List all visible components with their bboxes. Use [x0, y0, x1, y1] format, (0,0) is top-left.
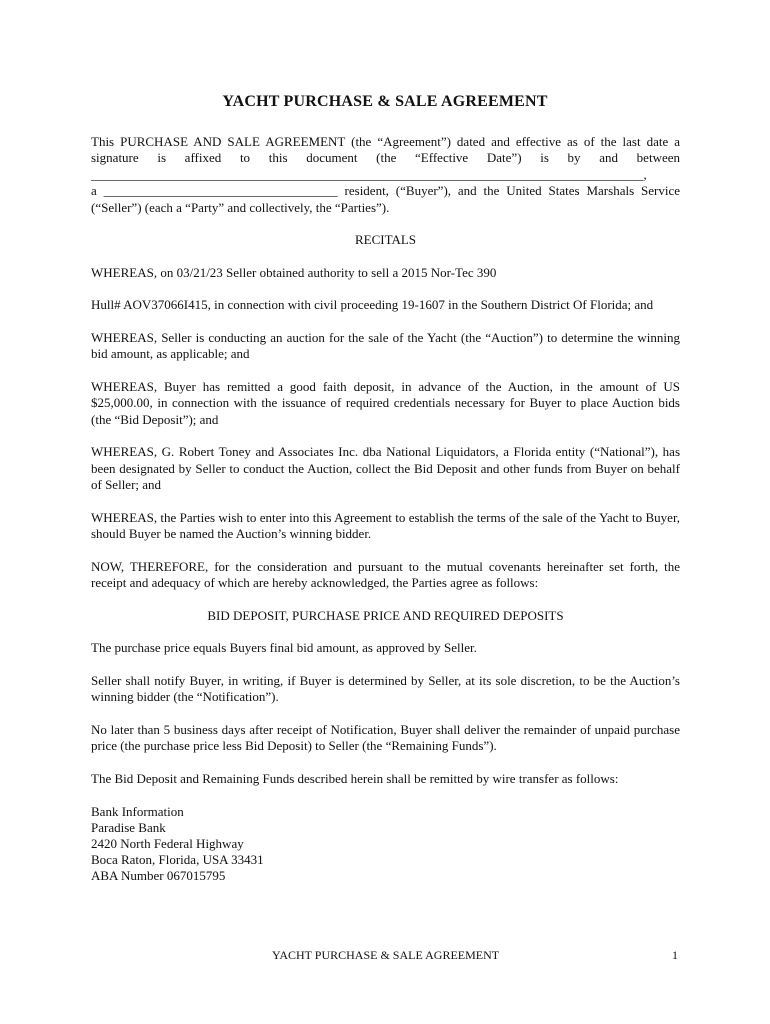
intro-line-4: [91, 183, 680, 199]
recital-paragraph: WHEREAS, on 03/21/23 Seller obtained authority to sell a 2015 Nor-Tec 390: [91, 264, 497, 280]
bank-info-label: Bank Information: [91, 803, 184, 819]
page-number: 1: [672, 948, 678, 962]
intro-line-2: signature is affixed to this document (the “Effective Date”) is by and between: [91, 150, 680, 166]
bank-street: 2420 North Federal Highway: [91, 836, 244, 851]
section-paragraph: The purchase price equals Buyers final bid amount, as approved by Seller.: [91, 640, 477, 656]
bank-name: Paradise Bank: [91, 819, 166, 835]
section-heading: BID DEPOSIT, PURCHASE PRICE AND REQUIRED DEPOSITS: [207, 607, 564, 623]
recital-paragraph: WHEREAS, Seller is conducting an auction for the sale of the Yacht (the “Auction”) to determine the winning bid amount, as applicable; and: [91, 330, 680, 362]
bank-aba-number: ABA Number 067015795: [91, 868, 226, 884]
buyer-name-blank: _____________________________________________________________________________________,: [91, 166, 647, 182]
document-title: YACHT PURCHASE & SALE AGREEMENT: [222, 93, 548, 110]
section-paragraph: The Bid Deposit and Remaining Funds described herein shall be remitted by wire transfer as follows:: [91, 771, 619, 786]
section-paragraph: Seller shall notify Buyer, in writing, if Buyer is determined by Seller, at its sole discretion, to be the Auction’s winning bidder (the “Notification”).: [91, 673, 680, 705]
intro-paragraph: [91, 134, 680, 216]
document-body: [91, 134, 680, 885]
buyer-residence-blank: ____________________________________: [103, 183, 338, 199]
intro-line-4-prefix: a: [91, 183, 97, 199]
intro-line-1: This PURCHASE AND SALE AGREEMENT (the “Agreement”) dated and effective as of the last date a: [91, 134, 680, 149]
bank-information: [91, 804, 680, 885]
recital-paragraph: WHEREAS, the Parties wish to enter into this Agreement to establish the terms of the sale of the Yacht to Buyer, should Buyer be named the Auction’s winning bidder.: [91, 509, 680, 542]
intro-line-4-suffix: resident, (“Buyer”), and the United States Marshals Service: [344, 183, 680, 199]
footer-title: YACHT PURCHASE & SALE AGREEMENT: [272, 948, 500, 962]
intro-line-5: (“Seller”) (each a “Party” and collectively, the “Parties”).: [91, 199, 390, 215]
section-paragraph: No later than 5 business days after receipt of Notification, Buyer shall deliver the remainder of unpaid purchase price (the purchase price less Bid Deposit) to Seller (the “Remaining Funds”).: [91, 722, 680, 754]
recital-paragraph: WHEREAS, G. Robert Toney and Associates Inc. dba National Liquidators, a Florida entity (“National”), has been designated by Seller to conduct the Auction, collect the Bid Deposit and other funds from Buyer on behalf of Seller; and: [91, 444, 680, 493]
recital-paragraph: WHEREAS, Buyer has remitted a good faith deposit, in advance of the Auction, in the amount of US $25,000.00, in connection with the issuance of required credentials necessary for Buyer to place Auction bids (the “Bid Deposit”); and: [91, 379, 680, 427]
recitals-heading: RECITALS: [354, 232, 417, 248]
recital-paragraph: NOW, THEREFORE, for the consideration and pursuant to the mutual covenants hereinafter set forth, the receipt and adequacy of which are hereby acknowledged, the Parties agree as follows:: [91, 558, 680, 591]
bank-city: Boca Raton, Florida, USA 33431: [91, 852, 264, 868]
recital-paragraph: Hull# AOV37066I415, in connection with civil proceeding 19-1607 in the Southern District Of Florida; and: [91, 297, 654, 313]
